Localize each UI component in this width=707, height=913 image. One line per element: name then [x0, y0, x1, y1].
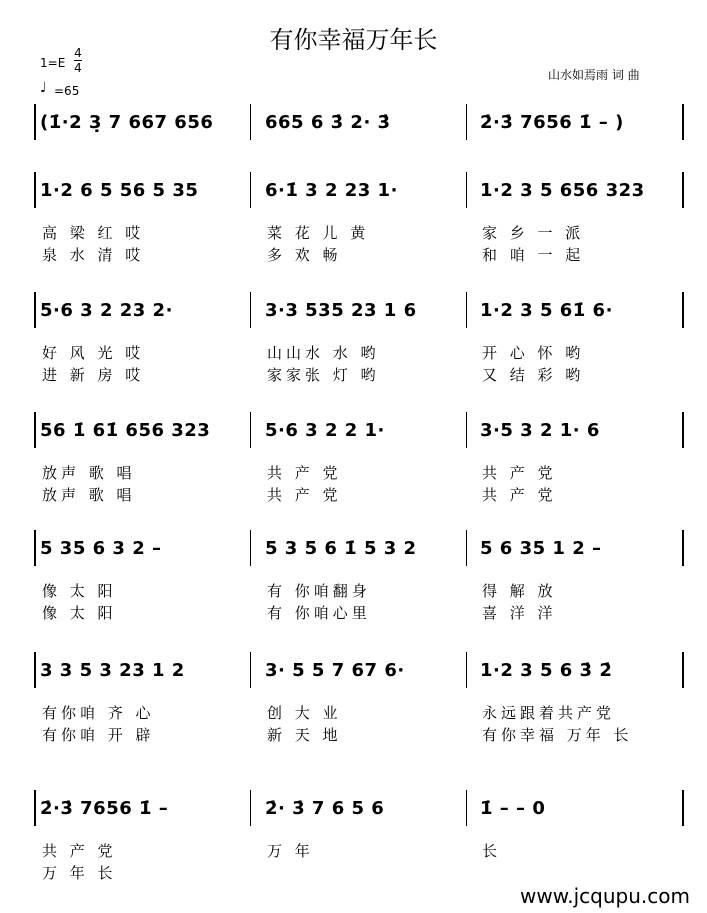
- barline: [34, 172, 36, 208]
- barline: [250, 412, 251, 448]
- measure-notes: 1̇ – – 0: [480, 798, 546, 819]
- measure-notes: 5·6 3 2 23 2·: [40, 300, 173, 321]
- key-signature: 1=E: [40, 56, 66, 70]
- barline: [34, 790, 36, 826]
- measure-notes: 1·2 6 5 56 5 35: [40, 180, 199, 201]
- lyric-line: 长: [482, 842, 502, 860]
- barline: [682, 412, 684, 448]
- barline: [682, 172, 684, 208]
- lyric-line: 放声 歌 唱: [42, 464, 136, 482]
- barline: [466, 652, 467, 688]
- barline: [466, 412, 467, 448]
- lyric-line: 创 大 业: [267, 704, 342, 722]
- barline: [250, 530, 251, 566]
- lyric-line: 共 产 党: [267, 464, 342, 482]
- composer-credit: 山水如焉雨 词 曲: [548, 68, 640, 82]
- measure-notes: 5·6 3 2 2 1·: [265, 420, 385, 441]
- lyric-line: 好 风 光 哎: [42, 344, 145, 362]
- measure-notes: 3 3 5 3 23 1 2: [40, 660, 185, 681]
- time-sig-bottom: 4: [74, 61, 82, 75]
- lyric-line: 共 产 党: [482, 486, 557, 504]
- measure-notes: 5 3 5 6 1̇ 5 3 2: [265, 538, 417, 559]
- measure-notes: 665 6 3̇ 2· 3̇: [265, 112, 391, 133]
- lyric-line: 家家张 灯 哟: [267, 366, 380, 384]
- watermark-url: www.jcqupu.com: [520, 884, 690, 908]
- page-title: 有你幸福万年长: [269, 26, 438, 54]
- barline: [682, 530, 684, 566]
- time-signature: [74, 46, 82, 75]
- barline: [34, 412, 36, 448]
- measure-notes: 5 35 6 3 2 –: [40, 538, 162, 559]
- lyric-line: 有 你咱心里: [267, 604, 371, 622]
- lyric-line: 万 年 长: [42, 864, 117, 882]
- lyric-line: 家 乡 一 派: [482, 224, 585, 242]
- lyric-line: 泉 水 清 哎: [42, 246, 145, 264]
- measure-notes: 56 1̇ 61̇ 656 323: [40, 420, 211, 441]
- barline: [682, 790, 684, 826]
- barline: [466, 292, 467, 328]
- time-sig-top: 4: [74, 46, 82, 60]
- lyric-line: 新 天 地: [267, 726, 342, 744]
- barline: [466, 172, 467, 208]
- lyric-line: 永远跟着共产党: [482, 704, 616, 722]
- measure-notes: 2̇·3̇ 7656 1̇ – ): [480, 112, 624, 133]
- tempo-marking: =65: [54, 84, 80, 98]
- barline: [250, 172, 251, 208]
- lyric-line: 有你咱 齐 心: [42, 704, 155, 722]
- measure-notes: 2̇· 3̇ 7 6 5 6: [265, 798, 385, 819]
- barline: [682, 652, 684, 688]
- barline: [34, 292, 36, 328]
- lyric-line: 开 心 怀 哟: [482, 344, 585, 362]
- lyric-line: 喜 洋 洋: [482, 604, 557, 622]
- measure-notes: 3·5 3 2 1· 6: [480, 420, 600, 441]
- barline: [34, 652, 36, 688]
- barline: [466, 104, 467, 140]
- quarter-note-icon: ♩: [40, 80, 47, 96]
- measure-notes: 1·2 3 5 6 3̇ 2̇: [480, 660, 613, 681]
- measure-notes: 6·1̇ 3 2 23 1·: [265, 180, 398, 201]
- measure-notes: 2̇·3̇ 7656 1̇ –: [40, 798, 169, 819]
- lyric-line: 共 产 党: [267, 486, 342, 504]
- barline: [250, 652, 251, 688]
- measure-notes: 3· 5 5 7 67 6·: [265, 660, 405, 681]
- lyric-line: 有 你咱翻身: [267, 582, 371, 600]
- measure-notes: 3·3 535 23 1 6: [265, 300, 417, 321]
- measure-notes: 1·2 3 5 61̇ 6·: [480, 300, 613, 321]
- barline: [34, 104, 36, 140]
- lyric-line: 又 结 彩 哟: [482, 366, 585, 384]
- measure-notes: 5 6 35 1 2 –: [480, 538, 602, 559]
- lyric-line: 共 产 党: [42, 842, 117, 860]
- barline: [250, 790, 251, 826]
- measure-notes: (1̇·2 3̣ 7 667 656: [40, 112, 214, 133]
- barline: [250, 292, 251, 328]
- barline: [466, 790, 467, 826]
- lyric-line: 山山水 水 哟: [267, 344, 380, 362]
- lyric-line: 有你咱 开 辟: [42, 726, 155, 744]
- lyric-line: 得 解 放: [482, 582, 557, 600]
- lyric-line: 像 太 阳: [42, 604, 117, 622]
- barline: [34, 530, 36, 566]
- lyric-line: 多 欢 畅: [267, 246, 342, 264]
- lyric-line: 有你幸福 万年 长: [482, 726, 633, 744]
- lyric-line: 高 梁 红 哎: [42, 224, 145, 242]
- barline: [466, 530, 467, 566]
- lyric-line: 万 年: [267, 842, 314, 860]
- measure-notes: 1·2 3 5 656 323: [480, 180, 645, 201]
- lyric-line: 进 新 房 哎: [42, 366, 145, 384]
- barline: [250, 104, 251, 140]
- lyric-line: 放声 歌 唱: [42, 486, 136, 504]
- barline: [682, 104, 684, 140]
- barline: [682, 292, 684, 328]
- lyric-line: 和 咱 一 起: [482, 246, 585, 264]
- lyric-line: 像 太 阳: [42, 582, 117, 600]
- lyric-line: 菜 花 儿 黄: [267, 224, 370, 242]
- lyric-line: 共 产 党: [482, 464, 557, 482]
